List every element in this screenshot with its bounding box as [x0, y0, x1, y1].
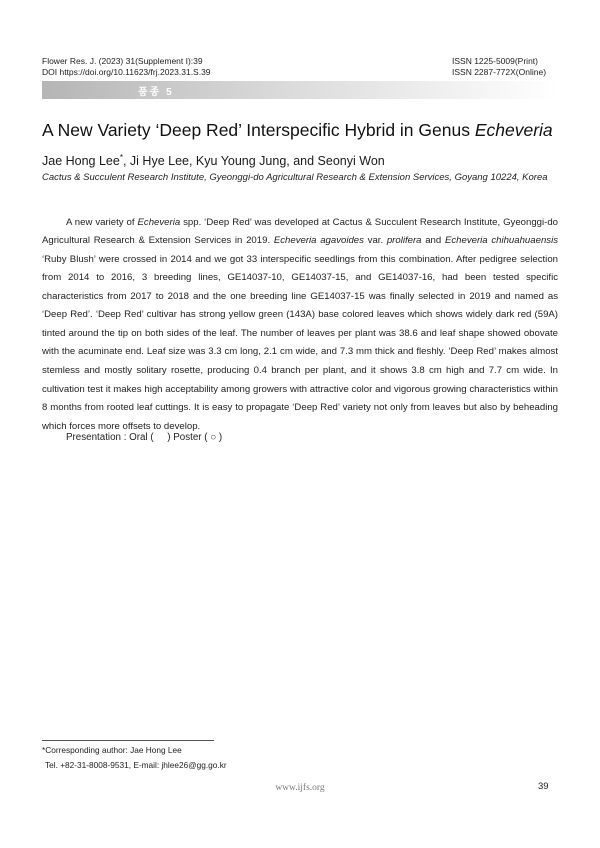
abstract-part: and [421, 235, 445, 247]
section-banner [42, 81, 558, 99]
issn-online: ISSN 2287-772X(Online) [452, 67, 547, 77]
title-main: A New Variety ‘Deep Red’ Interspecific Hybrid in Genus [42, 120, 475, 140]
footnote-contact: Tel. +82-31-8008-9531, E-mail: jhlee26@gg.go.kr [45, 760, 227, 770]
journal-url[interactable]: www.ijfs.org [275, 783, 325, 793]
footnote-corresponding: *Corresponding author: Jae Hong Lee [42, 745, 182, 755]
journal-citation [42, 56, 211, 78]
footnote-divider [42, 740, 214, 741]
journal-line: Flower Res. J. (2023) 31(Supplement I):39 [42, 56, 203, 66]
abstract-part: ‘Ruby Blush’ were crossed in 2014 and we got 33 interspecific seedlings from this combination. After pedigree selection from 2014 to 2016, 3 breeding lines, GE14037-10, GE14037-15, and GE14037-16, had been tested specific characteristics from 2017 to 2018 and the one breeding line GE14037-15 was finally selected in 2019 and named as ‘Deep Red’. ‘Deep Red’ cultivar has strong yellow green (143A) base colored leaves which shows widely dark red (59A) tinted around the tip on both sides of the leaf. The number of leaves per plant was 38.6 and leaf shape showed obovate with the acuminate end. Leaf size was 3.3 cm long, 2.1 cm wide, and 7.3 mm thick and fleshly. ‘Deep Red’ makes almost stemless and mostly solitary rosette, producing 0.4 branch per plant, and it shows 3.8 cm high and 7.7 cm wide. In cultivation test it makes high acceptability among growers with attractive color and vigorous growing characteristics within 8 months from rooted leaf cuttings. It is easy to propagate ‘Deep Red’ variety not only from leaves but also by beheading which forces more offsets to develop. [42, 253, 558, 432]
abstract-part: A new variety of [66, 216, 138, 228]
abstract-italic: prolifera [386, 235, 422, 247]
section-label: 품종 5 [138, 87, 174, 98]
author-list [42, 153, 385, 168]
title-genus: Echeveria [474, 120, 553, 140]
abstract-italic: Echeveria chihuahuaensis [444, 235, 558, 247]
abstract-part: var. [363, 235, 387, 247]
abstract-italic: Echeveria agavoides [273, 235, 364, 247]
abstract-italic: Echeveria [137, 216, 181, 228]
corresponding-mark: * [119, 153, 123, 162]
page-number: 39 [538, 781, 549, 792]
author-rest: , Ji Hye Lee, Kyu Young Jung, and Seonyi Won [122, 154, 385, 169]
abstract-text [42, 214, 558, 437]
abstract-part: spp. ‘Deep Red’ was developed at Cactus & Succulent Research Institute, Gyeonggi-do Agricultural Research & Extension Services in 2019. [42, 216, 559, 247]
issn-print: ISSN 1225-5009(Print) [452, 56, 538, 66]
affiliation: Cactus & Succulent Research Institute, Gyeonggi-do Agricultural Research & Extension Services, Goyang 10224, Korea [42, 172, 548, 183]
presentation-type: Presentation : Oral ( ) Poster ( ○ ) [66, 432, 223, 443]
doi-line[interactable]: DOI https://doi.org/10.11623/frj.2023.31.S.39 [42, 67, 211, 77]
author-first: Jae Hong Lee [42, 154, 120, 169]
paper-title [42, 120, 553, 141]
issn-block [452, 56, 546, 78]
